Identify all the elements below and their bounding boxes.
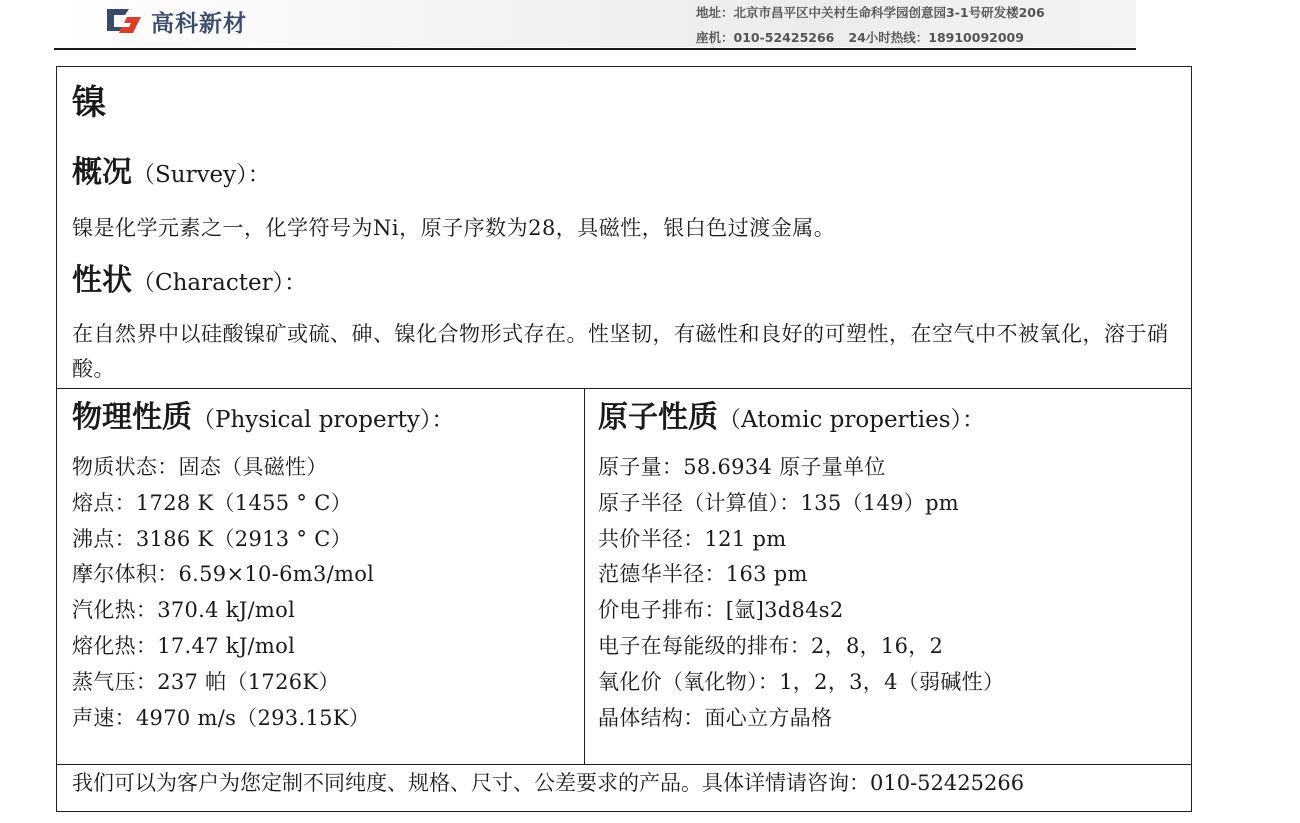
survey-heading-cn: 概况	[72, 155, 132, 190]
physical-property-item: 蒸气压：237 帕（1726K）	[72, 669, 340, 694]
physical-property-item: 物质状态：固态（具磁性）	[72, 455, 328, 479]
physical-property-item: 摩尔体积：6.59×10-6m3/mol	[72, 562, 375, 587]
landline-number: 座机：010-52425266	[696, 30, 835, 45]
atomic-property-item: 原子量：58.6934 原子量单位	[598, 455, 886, 479]
element-datasheet	[56, 66, 1192, 812]
character-heading-cn: 性状	[72, 263, 132, 298]
physical-property-item: 熔点：1728 K（1455 ° C）	[72, 490, 352, 515]
column-divider	[584, 388, 585, 764]
company-name: 高科新材	[151, 10, 247, 37]
survey-heading-en: （Survey）：	[132, 162, 271, 188]
company-logo	[103, 4, 247, 38]
physical-property-item: 汽化热：370.4 kJ/mol	[72, 598, 296, 623]
header-divider	[54, 48, 1136, 50]
physical-heading-cn: 物理性质	[72, 400, 192, 435]
physical-heading-en: （Physical property）：	[192, 407, 455, 433]
physical-property-item: 熔化热：17.47 kJ/mol	[72, 633, 296, 658]
survey-text: 镍是化学元素之一，化学符号为Ni，原子序数为28，具磁性，银白色过渡金属。	[72, 216, 836, 240]
atomic-property-item: 原子半径（计算值）：135（149）pm	[598, 490, 960, 515]
atomic-property-item: 氧化价（氧化物）：1，2，3，4（弱碱性）	[598, 669, 1005, 694]
logo-mark-icon	[103, 5, 143, 37]
contact-footer: 我们可以为客户为您定制不同纯度、规格、尺寸、公差要求的产品。具体详情请咨询：010-52425266	[72, 771, 1025, 795]
physical-property-column	[72, 400, 572, 736]
atomic-heading-cn: 原子性质	[598, 400, 718, 435]
atomic-heading	[598, 400, 1178, 438]
atomic-property-column	[598, 400, 1178, 736]
atomic-heading-en: （Atomic properties）：	[718, 407, 986, 433]
physical-heading	[72, 400, 572, 438]
survey-heading	[72, 155, 271, 193]
atomic-property-item: 电子在每能级的排布：2，8，16，2	[598, 633, 944, 658]
page-header	[0, 0, 1300, 52]
element-name: 镍	[72, 83, 106, 123]
atomic-property-item: 晶体结构：面心立方晶格	[598, 705, 833, 730]
physical-property-item: 声速：4970 m/s（293.15K）	[72, 705, 371, 730]
atomic-property-item: 价电子排布：[氩]3d84s2	[598, 598, 844, 623]
company-address: 地址：北京市昌平区中关村生命科学园创意园3-1号研发楼206	[696, 5, 1045, 20]
company-phones	[696, 30, 1024, 46]
atomic-property-item: 共价半径：121 pm	[598, 526, 787, 551]
character-text: 在自然界中以硅酸镍矿或硫、砷、镍化合物形式存在。性坚韧，有磁性和良好的可塑性，在空气中不被氧化，溶于硝酸。	[72, 322, 1169, 381]
section-divider	[57, 388, 1191, 389]
hotline-number: 24小时热线：18910092009	[848, 30, 1024, 45]
atomic-property-item: 范德华半径：163 pm	[598, 562, 808, 587]
physical-property-item: 沸点：3186 K（2913 ° C）	[72, 526, 352, 551]
character-heading	[72, 263, 307, 301]
character-heading-en: （Character）：	[132, 270, 308, 296]
